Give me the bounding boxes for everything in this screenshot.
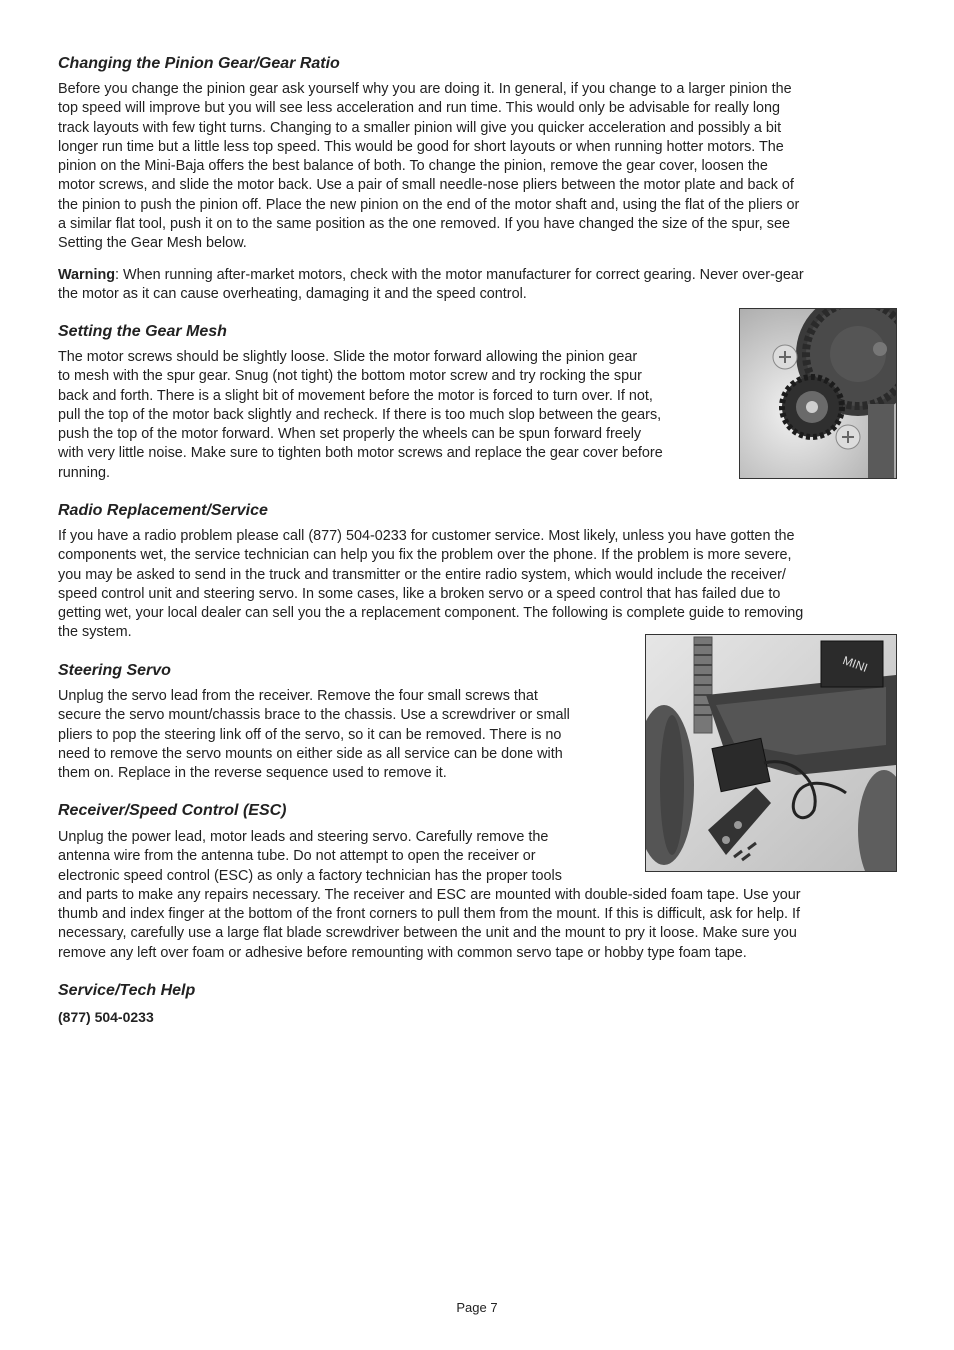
- text-line: Before you change the pinion gear ask yourself why you are doing it. In general, if you change to a larger pinion the: [58, 81, 792, 97]
- paragraph-receiver-esc: [58, 828, 801, 963]
- text-line: necessary, carefully use a large flat blade screwdriver between the unit and the mount to pry it loose. Make sure you: [58, 925, 797, 942]
- text-line: motor screws, and slide the motor back. Use a pair of small needle-nose pliers between the motor plate and back of: [58, 177, 794, 194]
- text-line: them on. Replace in the reverse sequence used to remove it.: [58, 765, 447, 782]
- text-line: electronic speed control (ESC) as only a factory technician has the proper tools: [58, 867, 562, 884]
- pinion-gear-shape: [782, 377, 842, 437]
- warning-label: Warning: [58, 267, 116, 283]
- text-line: a similar flat tool, push it on to the same position as the one removed. If you have changed the size of the spur, see: [58, 216, 790, 233]
- heading-gear-mesh: Setting the Gear Mesh: [58, 323, 227, 340]
- text-line: back and forth. There is a slight bit of movement before the motor is forced to turn over. If not,: [58, 387, 653, 404]
- text-line: the pinion to push the pinion off. Place the new pinion on the end of the motor shaft and, using the flat of the pliers or: [58, 196, 800, 213]
- text-line: and parts to make any repairs necessary. The receiver and ESC are mounted with double-sided foam tape. Use your: [58, 886, 801, 903]
- text-line: you may be asked to send in the truck and transmitter or the entire radio system, which would include the receiver/: [58, 566, 786, 583]
- support-phone-number: (877) 504-0233: [58, 1009, 154, 1025]
- motor-screw-bottom: [836, 425, 860, 449]
- heading-steering-servo: Steering Servo: [58, 662, 171, 679]
- heading-receiver-esc: Receiver/Speed Control (ESC): [58, 802, 287, 819]
- text-line: The motor screws should be slightly loose. Slide the motor forward allowing the pinion gear: [58, 349, 638, 365]
- text-line: speed control unit and steering servo. In some cases, like a broken servo or a speed control that has failed due to: [58, 585, 781, 602]
- text-line: If you have a radio problem please call (877) 504-0233 for customer service. Most likely, unless you have gotten the: [58, 528, 795, 544]
- heading-radio-replacement: Radio Replacement/Service: [58, 502, 268, 519]
- gear-mesh-photo: [739, 308, 897, 479]
- text-line: push the top of the motor forward. When set properly the wheels can be spun forward freely: [58, 426, 642, 443]
- paragraph-pinion-gear: [58, 80, 799, 254]
- warning-text-1: : When running after-market motors, check with the motor manufacturer for correct gearing. Never over-gear: [115, 267, 804, 283]
- warning-paragraph: [58, 266, 804, 305]
- text-line: getting wet, your local dealer can sell you the a replacement component. The following is complete guide to removing: [58, 605, 804, 622]
- svg-text:MINI: MINI: [840, 653, 870, 675]
- page-number: Page 7: [456, 1300, 498, 1315]
- text-line: thumb and index finger at the bottom of the front corners to pull them from the mount. If this is difficult, ask for help. If: [58, 906, 801, 923]
- text-line: pliers to pop the steering link off of the servo, so it can be removed. There is no: [58, 726, 562, 743]
- motor-screw-top: [773, 345, 797, 369]
- text-line: pull the top of the motor back slightly and recheck. If there is too much slop between the gears,: [58, 406, 662, 423]
- heading-service-tech-help: Service/Tech Help: [58, 982, 196, 999]
- paragraph-gear-mesh: [58, 348, 663, 483]
- text-line: Setting the Gear Mesh below.: [58, 235, 247, 252]
- warning-text-2: the motor as it can cause overheating, damaging it and the speed control.: [58, 286, 527, 303]
- heading-pinion-gear: Changing the Pinion Gear/Gear Ratio: [58, 55, 340, 72]
- text-line: longer run time but a little less top speed. This would be good for short layouts or when running hotter motors. The: [58, 138, 784, 155]
- text-line: running.: [58, 464, 111, 481]
- text-line: the system.: [58, 624, 132, 641]
- text-line: Unplug the servo lead from the receiver. Remove the four small screws that: [58, 688, 538, 704]
- text-line: antenna wire from the antenna tube. Do not attempt to open the receiver or: [58, 848, 536, 865]
- text-line: Unplug the power lead, motor leads and steering servo. Carefully remove the: [58, 829, 549, 845]
- paragraph-steering-servo: [58, 687, 570, 783]
- text-line: pinion on the Mini-Baja offers the best balance of both. To change the pinion, remove the gear cover, loosen the: [58, 158, 768, 175]
- paragraph-radio-replacement: [58, 527, 803, 643]
- text-line: components wet, the service technician can help you fix the problem over the phone. If the problem is more severe,: [58, 547, 792, 564]
- text-line: top speed will improve but you will see less acceleration and run time. This would only be advisable for really long: [58, 100, 781, 117]
- text-line: remove any left over foam or adhesive before remounting with common servo tape or hobby type foam tape.: [58, 944, 747, 961]
- text-line: track layouts with few tight turns. Changing to a smaller pinion will give you quicker acceleration and possibly a bit: [58, 119, 782, 136]
- text-line: with very little noise. Make sure to tighten both motor screws and replace the gear cover before: [58, 445, 663, 462]
- text-line: to mesh with the spur gear. Snug (not tight) the bottom motor screw and try rocking the spur: [58, 368, 642, 385]
- text-line: secure the servo mount/chassis brace to the chassis. Use a screwdriver or small: [58, 707, 570, 724]
- text-line: need to remove the servo mounts on either side as all service can be done with: [58, 745, 563, 762]
